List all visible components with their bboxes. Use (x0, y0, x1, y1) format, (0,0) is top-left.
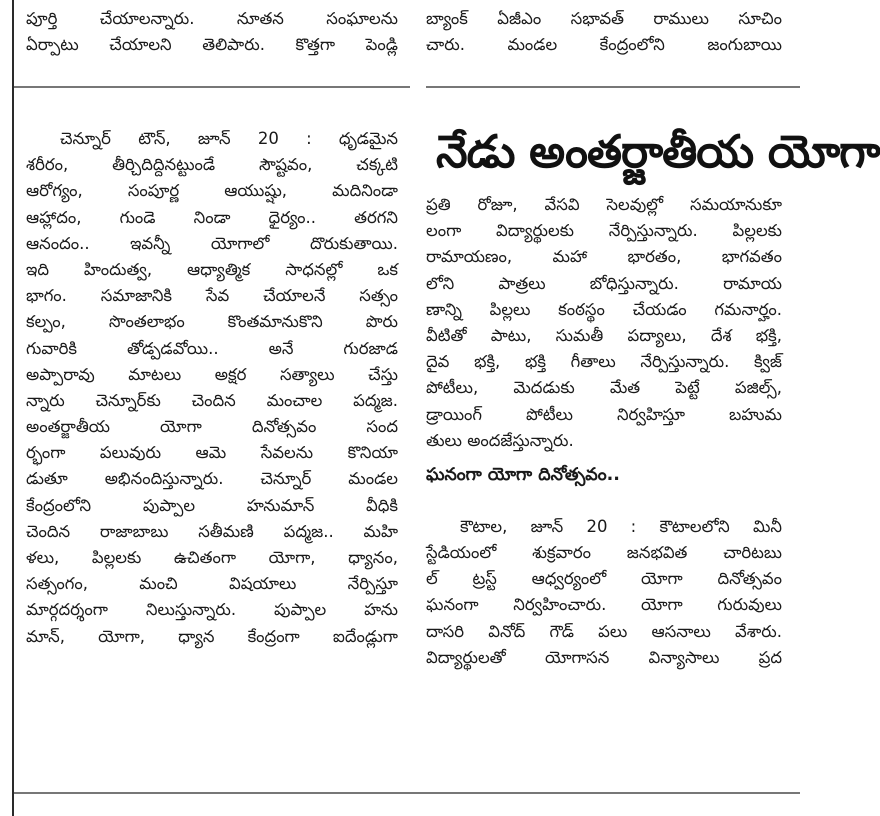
text-line: కల్పం, సొంతలాభం కొంతమానుకొని పొరు (26, 312, 398, 332)
text-line: ఏర్పాటు చేయాలని తెలిపారు. కొత్తగా పెండ్లి (26, 35, 398, 55)
subheading: ఘనంగా యోగా దినోత్సవం.. (426, 464, 620, 485)
text-line: కేంద్రంలోని పుప్పాల హనుమాన్ వీధికి (26, 495, 398, 515)
text-line: చారు. మండల కేంద్రంలోని జంగుబాయి (426, 35, 782, 55)
text-line: లోని పాత్రలు బోధిస్తున్నారు. రామాయ (426, 273, 782, 293)
text-line: దాసరి వినోద్ గౌడ్ పలు ఆసనాలు వేశారు. (426, 621, 782, 641)
text-line: గువారికి తోడ్పడవోయి.. అనే గురజాడ (26, 338, 398, 358)
text-line: ప్రతి రోజూ, వేసవి సెలవుల్లో సమయానుకూ (426, 195, 782, 214)
top-left-fragment (26, 6, 398, 58)
text-line: ఆరోగ్యం, సంపూర్ణ ఆయుష్షు, మదినిండా (26, 181, 398, 201)
text-line: శరీరం, తీర్చిదిద్దినట్టుండే సౌష్టవం, చక్కటి (26, 155, 398, 175)
text-line: వీటితో పాటు, సుమతీ పద్యాలు, దేశ భక్తి, (426, 325, 782, 345)
text-line: డ్రాయింగ్ పోటీలు నిర్వహిస్తూ బహుమ (426, 404, 782, 424)
text-line: ళలు, పిల్లలకు ఉచితంగా యోగా, ధ్యానం, (26, 548, 398, 567)
text-line: ఆనందం.. ఇవన్నీ యోగాలో దొరుకుతాయి. (26, 233, 398, 253)
text-line: అంతర్జాతీయ యోగా దినోత్సవం సంద (26, 417, 398, 437)
text-line: విద్యార్థులతో యోగాసన విన్యాసాలు ప్రద (426, 647, 782, 667)
left-article (26, 126, 398, 650)
dateline: కౌటాల, జూన్ 20 : కౌటాలలోని మినీ (460, 516, 782, 536)
text-line: బ్యాంక్ ఏజీఎం సభావత్ రాములు సూచిం (426, 9, 782, 28)
text-line: న్నారు చెన్నూర్‌కు చెందిన మంచాల పద్మజ. (26, 390, 398, 410)
text-line: దైవ భక్తి, భక్తి గీతాలు నేర్పిస్తున్నారు. క్విజ్ (426, 352, 782, 372)
text-line: స్టేడియంలో శుక్రవారం జనభవిత చారిటబు (426, 543, 782, 563)
text-line: భాగం. సమాజానికి సేవ చేయాలనే సత్సం (26, 286, 398, 306)
section-divider-right (426, 86, 800, 88)
headline: నేడు అంతర్జాతీయ యోగా (436, 125, 880, 178)
text-line: ల్ ట్రస్ట్ ఆధ్వర్యంలో యోగా దినోత్సవం (426, 569, 782, 589)
text-line: ఘనంగా నిర్వహించారు. యోగా గురువులు (426, 595, 782, 615)
bottom-divider (14, 792, 800, 794)
section-divider-left (14, 86, 410, 88)
text-line: పూర్తి చేయాలన్నారు. నూతన సంఘాలను (26, 9, 398, 28)
text-line: సత్సంగం, మంచి విషయాలు నేర్పిస్తూ (26, 574, 398, 594)
text-line: లంగా విద్యార్థులకు నేర్పిస్తున్నారు. పిల్లలకు (426, 221, 782, 241)
text-line: డుతూ అభినందిస్తున్నారు. చెన్నూర్ మండల (26, 469, 398, 489)
text-line: తులు అందజేస్తున్నారు. (426, 430, 574, 450)
dateline: చెన్నూర్ టౌన్, జూన్ 20 : ధృడమైన (60, 129, 398, 148)
left-column-rule (12, 0, 14, 816)
top-right-fragment (426, 6, 782, 58)
text-line: రామాయణం, మహా భారతం, భాగవతం (426, 247, 782, 267)
text-line: మాన్, యోగా, ధ్యాన కేంద్రంగా ఐదేండ్లుగా (26, 626, 398, 646)
text-line: అప్పారావు మాటలు అక్షర సత్యాలు చేస్తు (26, 364, 398, 384)
text-line: చెందిన రాజాబాబు సతీమణి పద్మజ.. మహి (26, 521, 398, 541)
text-line: ర్భంగా పలువురు ఆమె సేవలను కొనియా (26, 443, 398, 463)
text-line: ణాన్ని పిల్లలు కంఠస్థం చేయడం గమనార్హం. (426, 299, 782, 319)
text-line: ఆహ్లాదం, గుండె నిండా ధైర్యం.. తరగని (26, 207, 398, 227)
text-line: పోటీలు, మెదడుకు మేత పెట్టే పజిల్స్, (426, 378, 782, 398)
right-article (426, 192, 782, 671)
text-line: ఇది హిందుత్వ, ఆధ్యాత్మిక సాధనల్లో ఒక (26, 259, 398, 279)
text-line: మార్గదర్శంగా నిలుస్తున్నారు. పుప్పాల హను (26, 600, 398, 620)
